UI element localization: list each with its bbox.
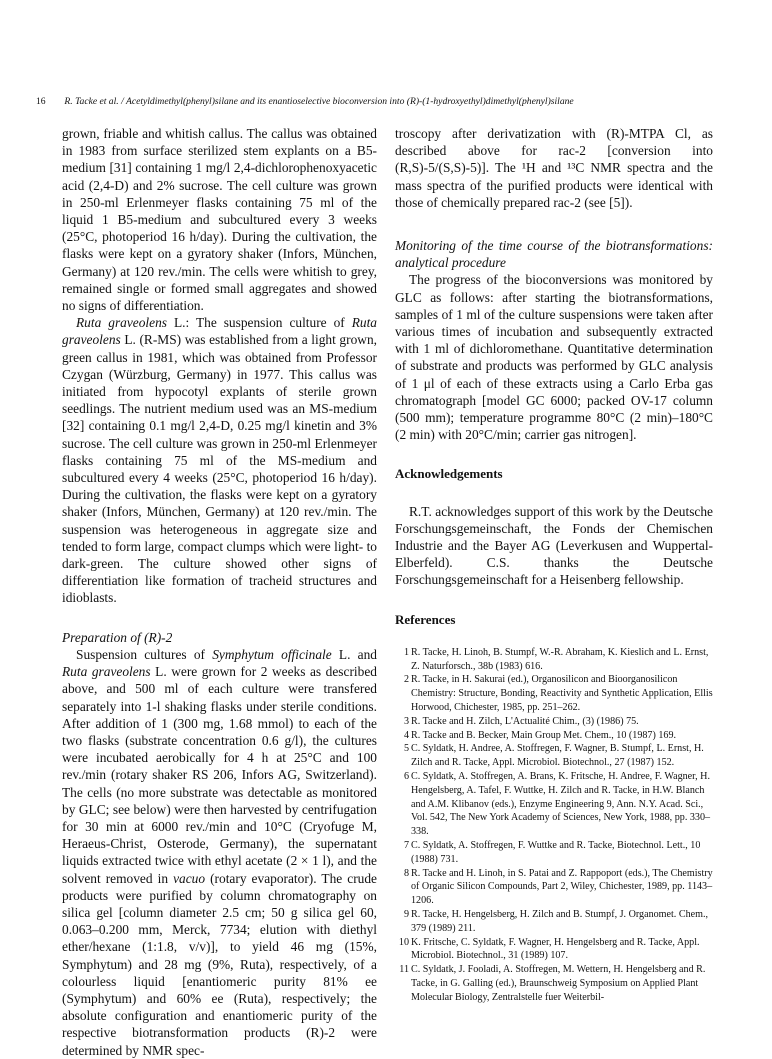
reference-number: 2: [403, 674, 409, 686]
reference-item: [395, 867, 713, 908]
reference-number: 7: [403, 840, 409, 852]
species-name: Ruta graveolens: [62, 315, 377, 348]
running-head-title: R. Tacke et al. / Acetyldimethyl(phenyl)silane and its enantioselective bioconversion into (R)-(1-hydroxyethyl)dimethyl(phenyl)silane: [64, 96, 574, 107]
reference-item: [395, 936, 713, 964]
reference-item: [395, 908, 713, 936]
paragraph-monitoring: The progress of the bioconversions was monitored by GLC as follows: after starting the biotransformations, samples of 1 ml of the culture suspensions were taken after various times of incubation and subsequently extracted with 1 ml of dichloromethane. Quantitative determination of substrate and products was performed by GLC analysis of 1 μl of each of these extracts using a Carlo Erba gas chromatograph [model GC 6000; packed OV-17 column (500 mm); temperature programme 80°C (2 min)–180°C (2 min) with 20°C/min; carrier gas nitrogen].: [395, 272, 713, 443]
paragraph-acknowledgements: R.T. acknowledges support of this work by the Deutsche Forschungsgemeinschaft, the Fonds der Chemischen Industrie and the Bayer AG (Leverkusen and Wuppertal-Elberfeld). C.S. thanks the Deutsche Forschungsgemeinschaft for a Heisenberg fellowship.: [395, 503, 713, 588]
right-column: [395, 125, 713, 1005]
paragraph-ruta-culture: Ruta graveolens L.: The suspension culture of Ruta graveolens L. (R-MS) was established from a light grown, green callus in 1981, which was obtained from Professor Czygan (Würzburg, Germany) in 1977. This callus was initiated from hypocotyl explants of sterile grown seedlings. The nutrient medium used was an MS-medium [32] containing 0.1 mg/l 2,4-D, 0.25 mg/l kinetin and 3% sucrose. The cell culture was grown in 250-ml Erlenmeyer flasks containing 75 ml of the MS-medium and subcultured every 4 weeks (25°C, photoperiod 16 h/day). During the cultivation, the flasks were kept on a gyratory shaker (Infors, München, Germany) at 120 rev./min. The suspension was heterogeneous in aggregate size and tended to form large, compact clumps which were light- to dark-green. The culture showed other signs of differentiation like formation of tracheid structures and idioblasts.: [62, 315, 377, 606]
reference-item: [395, 715, 713, 729]
reference-number: 5: [403, 743, 409, 755]
reference-text: R. Tacke and H. Zilch, L'Actualité Chim., (3) (1986) 75.: [411, 715, 639, 727]
reference-text: R. Tacke, H. Linoh, B. Stumpf, W.-R. Abraham, K. Kieslich and L. Ernst, Z. Naturforsch., 38b (1983) 616.: [411, 646, 709, 672]
species-name: Ruta graveolens: [76, 315, 168, 331]
reference-item: [395, 646, 713, 674]
species-name: Ruta graveolens: [62, 664, 151, 680]
left-column: [62, 125, 377, 1059]
running-header: [36, 96, 736, 107]
reference-number: 3: [403, 715, 409, 727]
reference-item: [395, 729, 713, 743]
reference-text: R. Tacke and H. Linoh, in S. Patai and Z. Rappoport (eds.), The Chemistry of Organic Silicon Compounds, Part 2, Wiley, Chichester, 1989, pp. 1143–1206.: [411, 867, 713, 907]
paragraph-nmr: troscopy after derivatization with (R)-MTPA Cl, as described above for rac-2 [conversion into (R,S)-5/(S,S)-5)]. The ¹H and ¹³C NMR spectra and the mass spectra of the purified products were identical with those of chemically prepared rac-2 (see [5]).: [395, 126, 713, 210]
reference-number: 4: [403, 729, 409, 741]
reference-text: K. Fritsche, C. Syldatk, F. Wagner, H. Hengelsberg and R. Tacke, Appl. Microbiol. Biotechnol., 31 (1989) 107.: [411, 936, 700, 962]
reference-number: 1: [403, 646, 409, 658]
reference-number: 6: [403, 771, 409, 783]
page-number: 16: [36, 96, 46, 107]
reference-text: C. Syldatk, H. Andree, A. Stoffregen, F. Wagner, B. Stumpf, L. Ernst, H. Zilch and R. Tacke, Appl. Microbiol. Biotechnol., 27 (1987) 152.: [411, 743, 704, 769]
reference-number: 10: [398, 936, 409, 948]
reference-number: 9: [403, 909, 409, 921]
reference-text: C. Syldatk, A. Stoffregen, F. Wuttke and R. Tacke, Biotechnol. Lett., 10 (1988) 731.: [411, 840, 701, 865]
reference-number: 11: [399, 964, 409, 976]
section-heading-monitoring: Monitoring of the time course of the biotransformations: analytical procedure: [395, 238, 713, 271]
paragraph-preparation: Suspension cultures of Symphytum officinale L. and Ruta graveolens L. were grown for 2 weeks as described above, and 500 ml of each culture were transfered separately into 1-l shaking flasks under sterile conditions. After addition of 1 (300 mg, 1.68 mmol) to each of the two flasks (substrate concentration 0.6 g/l), the cultures were incubated aerobically for 4 h at 25°C and 100 rev./min (rotary shaker RS 206, Infors AG, Switzerland). The cells (no more substrate was detectable as monitored by GLC; see below) were then harvested by centrifugation for 30 min at 6000 rev./min and 10°C (Cryofuge M, Heraeus-Christ, Osterode, Germany), the supernatant liquids extracted twice with ethyl acetate (2 × 1 l), and the solvent removed in vacuo (rotary evaporator). The crude products were purified by column chromatography on silica gel [column diameter 2.5 cm; 50 g silica gel 60, 0.063–0.200 mm, Merck, 7734; elution with diethyl ether/hexane (1:1.8, v/v)], to yield 46 mg (15%, Symphytum) and 28 mg (9%, Ruta), respectively, of a colourless liquid [enantiomeric purity 81% ee (Symphytum) and 60% ee (Ruta), respectively; the absolute configuration and enantiomeric purity of the respective biotransformation products (R)-2 were determined by NMR spec-: [62, 646, 377, 1058]
section-heading-references: References: [395, 611, 456, 627]
reference-item: [395, 673, 713, 714]
reference-text: C. Syldatk, J. Fooladi, A. Stoffregen, M. Wettern, H. Hengelsberg and R. Tacke, in G. Galling (ed.), Braunschweig Symposium on Applied Plant Molecular Biology, Zentralstelle fuer Weiterbil-: [411, 964, 706, 1003]
reference-text: R. Tacke, in H. Sakurai (ed.), Organosilicon and Bioorganosilicon Chemistry: Structure, Bonding, Reactivity and Synthetic Application, Ellis Horwood, Chichester, 1985, pp. 251–262.: [411, 674, 713, 714]
reference-item: [395, 770, 713, 839]
paragraph-callus: grown, friable and whitish callus. The callus was obtained in 1983 from surface sterilized stem explants on a B5-medium [31] containing 1 mg/l 2,4-dichlorophenoxyacetic acid (2,4-D) and 2% sucrose. The cell culture was grown in 250-ml Erlenmeyer flasks containing 75 ml of the liquid 1 B5-medium and subcultured every 3 weeks (25°C, photoperiod 16 h/day). During the cultivation, the flasks were kept on a gyratory shaker (Infors, München, Germany) at 120 rev./min. The cells were whitish to grey, remained single or formed small aggregates and showed no signs of differentiation.: [62, 126, 377, 314]
reference-text: C. Syldatk, A. Stoffregen, A. Brans, K. Fritsche, H. Andree, F. Wagner, H. Hengelsberg, A. Tafel, F. Wuttke, H. Zilch and R. Tacke, in H.W. Blanch and A.M. Klibanov (eds.), Enzyme Engineering 9, Ann. N.Y. Acad. Sci., Vol. 542, The New York Academy of Sciences, New York, 1988, pp. 330–338.: [411, 771, 711, 838]
section-heading-preparation: Preparation of (R)-2: [62, 629, 173, 645]
reference-list: [395, 646, 713, 1005]
reference-item: [395, 742, 713, 770]
reference-number: 8: [403, 867, 409, 879]
reference-text: R. Tacke and B. Becker, Main Group Met. Chem., 10 (1987) 169.: [411, 729, 677, 741]
species-name: Symphytum officinale: [212, 646, 332, 662]
reference-item: [395, 963, 713, 1004]
section-heading-acknowledgements: Acknowledgements: [395, 466, 503, 482]
reference-text: R. Tacke, H. Hengelsberg, H. Zilch and B. Stumpf, J. Organomet. Chem., 379 (1989) 211.: [411, 909, 709, 934]
reference-item: [395, 839, 713, 867]
